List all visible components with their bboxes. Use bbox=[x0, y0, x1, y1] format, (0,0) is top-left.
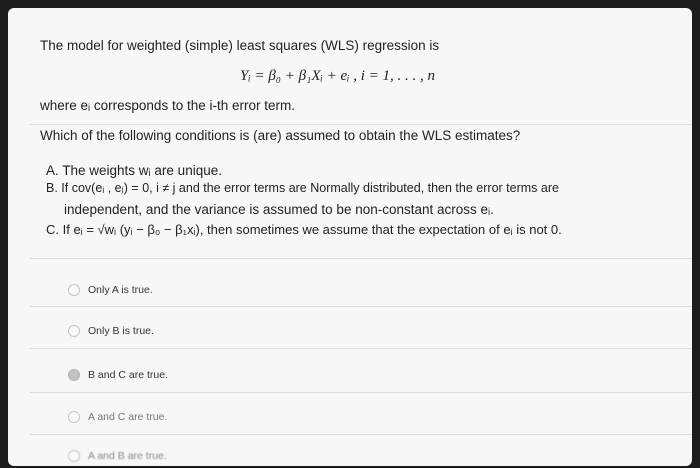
radio-button[interactable] bbox=[68, 450, 80, 462]
radio-button[interactable] bbox=[68, 284, 80, 296]
where-text: where eᵢ corresponds to the i-th error term. bbox=[40, 98, 295, 113]
divider bbox=[30, 348, 692, 349]
option-only-b[interactable] bbox=[68, 319, 154, 343]
option-a-and-c[interactable] bbox=[68, 405, 167, 429]
divider bbox=[30, 392, 692, 393]
divider bbox=[30, 124, 692, 125]
divider bbox=[30, 306, 692, 307]
divider bbox=[30, 434, 692, 435]
option-only-a[interactable] bbox=[68, 278, 153, 302]
intro-text: The model for weighted (simple) least squares (WLS) regression is bbox=[40, 38, 440, 53]
condition-c: C. If eᵢ = √wᵢ (yᵢ − β₀ − β₁xᵢ), then sometimes we assume that the expectation of eᵢ is not 0. bbox=[46, 222, 562, 237]
radio-button[interactable] bbox=[68, 411, 80, 423]
divider bbox=[30, 258, 692, 259]
radio-button-selected[interactable] bbox=[68, 369, 80, 381]
option-label: A and B are true. bbox=[88, 450, 167, 462]
option-b-and-c[interactable] bbox=[68, 363, 168, 387]
condition-a: A. The weights wᵢ are unique. bbox=[46, 163, 222, 178]
option-label: Only A is true. bbox=[88, 284, 153, 296]
condition-b-line2: independent, and the variance is assumed to be non-constant across eᵢ. bbox=[64, 202, 494, 217]
question-text: Which of the following conditions is (are) assumed to obtain the WLS estimates? bbox=[40, 128, 521, 143]
option-a-and-b[interactable] bbox=[68, 444, 167, 466]
option-label: Only B is true. bbox=[88, 325, 154, 337]
radio-button[interactable] bbox=[68, 325, 80, 337]
model-equation: Yᵢ = β₀ + β₁Xᵢ + eᵢ , i = 1, . . . , n bbox=[240, 68, 436, 84]
question-card bbox=[8, 8, 692, 466]
option-label: B and C are true. bbox=[88, 369, 168, 381]
option-label: A and C are true. bbox=[88, 411, 168, 423]
condition-b-line1: B. If cov(eᵢ , eⱼ) = 0, i ≠ j and the error terms are Normally distributed, then the error terms are bbox=[46, 181, 559, 195]
